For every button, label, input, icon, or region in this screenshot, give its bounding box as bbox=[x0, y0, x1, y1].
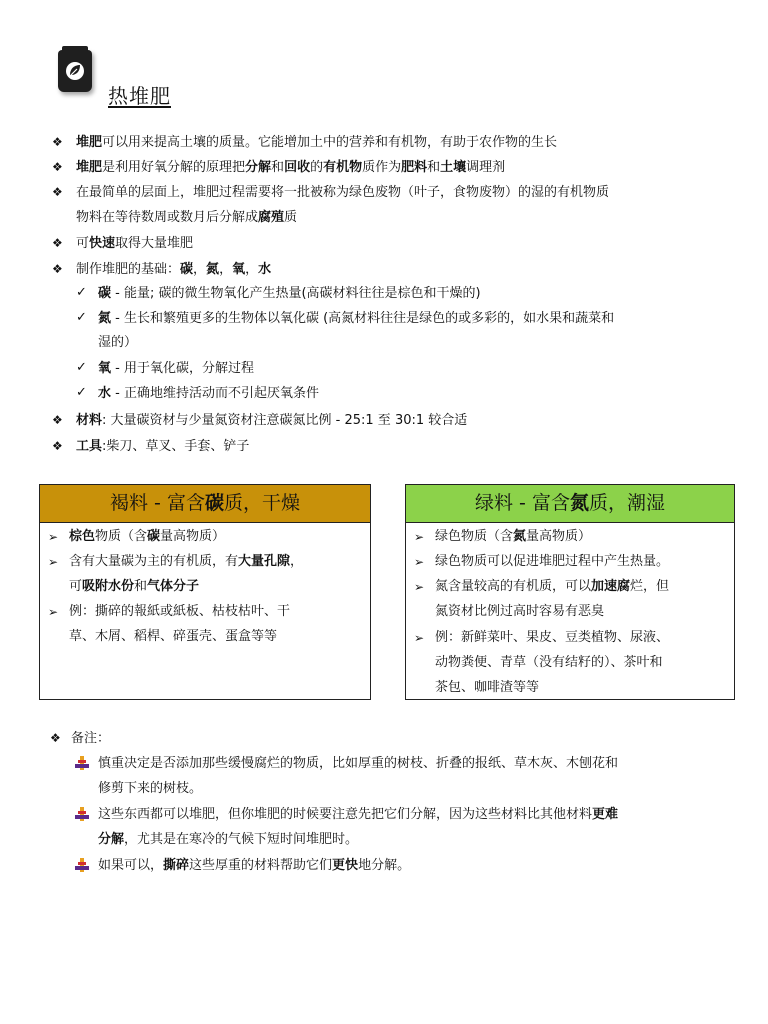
note-2: 这些东西都可以堆肥，但你堆肥的时候要注意先把它们分解，因为这些材料比其他材料更难 bbox=[98, 807, 619, 822]
green-item-3-line-2: 氮资材比例过高时容易有恶臭 bbox=[435, 604, 605, 619]
green-item-4-line-2: 动物粪便、青草（没有结籽的）、茶叶和 bbox=[435, 655, 663, 670]
arrow-bullet-icon: ➢ bbox=[48, 530, 59, 544]
note-bullet-icon bbox=[75, 756, 89, 770]
notes-label: 备注： bbox=[71, 731, 111, 746]
arrow-bullet-icon: ➢ bbox=[414, 555, 425, 569]
green-item-1: 绿色物质（含氮量高物质） bbox=[435, 529, 592, 544]
bullet-materials: 材料: 大量碳资材与少量氮资材注意碳氮比例 - 25:1 至 30:1 较合适 bbox=[76, 413, 468, 428]
brown-item-3-line-2: 草、木屑、稻桿、碎蛋壳、蛋盒等等 bbox=[69, 629, 278, 644]
green-item-3: 氮含量较高的有机质，可以加速腐烂，但 bbox=[435, 579, 670, 594]
sub-bullet-water: 水 - 正确地维持活动而不引起厌氧条件 bbox=[98, 386, 319, 401]
sub-bullet-carbon: 碳 - 能量; 碳的微生物氧化产生热量(高碳材料往往是棕色和干燥的) bbox=[98, 286, 481, 301]
note-bullet-icon bbox=[75, 858, 89, 872]
bullet-1: 堆肥可以用来提高土壤的质量。它能增加土中的营养和有机物，有助于农作物的生长 bbox=[76, 135, 558, 150]
bullet-4: 可快速取得大量堆肥 bbox=[76, 236, 194, 251]
diamond-bullet-icon: ❖ bbox=[52, 262, 63, 276]
green-box-header: 绿料 - 富含氮质，潮湿 bbox=[406, 485, 734, 523]
brown-item-2-line-2: 可吸附水份和气体分子 bbox=[69, 579, 200, 594]
check-icon: ✓ bbox=[76, 360, 87, 375]
arrow-bullet-icon: ➢ bbox=[414, 631, 425, 645]
diamond-bullet-icon: ❖ bbox=[52, 135, 63, 149]
note-1-line-2: 修剪下来的树枝。 bbox=[98, 781, 203, 796]
diamond-bullet-icon: ❖ bbox=[52, 439, 63, 453]
note-1: 慎重决定是否添加那些缓慢腐烂的物质，比如厚重的树枝、折叠的报纸、草木灰、木刨花和 bbox=[98, 756, 619, 771]
green-materials-box bbox=[405, 484, 735, 700]
bullet-3-line-1: 在最简单的层面上，堆肥过程需要将一批被称为绿色废物（叶子，食物废物）的湿的有机物质 bbox=[76, 185, 610, 200]
check-icon: ✓ bbox=[76, 310, 87, 325]
diamond-bullet-icon: ❖ bbox=[52, 185, 63, 199]
brown-item-1: 棕色物质（含碳量高物质） bbox=[69, 529, 226, 544]
sub-bullet-nitrogen-line-2: 湿的） bbox=[98, 335, 138, 350]
sub-bullet-oxygen: 氧 - 用于氧化碳，分解过程 bbox=[98, 361, 254, 376]
arrow-bullet-icon: ➢ bbox=[48, 555, 59, 569]
green-item-4-line-3: 茶包、咖啡渣等等 bbox=[435, 680, 540, 695]
check-icon: ✓ bbox=[76, 285, 87, 300]
diamond-bullet-icon: ❖ bbox=[52, 236, 63, 250]
brown-materials-box bbox=[39, 484, 371, 700]
brown-item-2: 含有大量碳为主的有机质，有大量孔隙， bbox=[69, 554, 304, 569]
brown-box-header: 褐料 - 富含碳质，干燥 bbox=[40, 485, 370, 523]
sub-bullet-nitrogen: 氮 - 生长和繁殖更多的生物体以氧化碳 (高氮材料往往是绿色的或多彩的，如水果和蔬菜和 bbox=[98, 311, 615, 326]
arrow-bullet-icon: ➢ bbox=[48, 605, 59, 619]
note-2-line-2: 分解，尤其是在寒冷的气候下短时间堆肥时。 bbox=[98, 832, 359, 847]
check-icon: ✓ bbox=[76, 385, 87, 400]
bullet-2: 堆肥是利用好氧分解的原理把分解和回收的有机物质作为肥料和土壤调理剂 bbox=[76, 160, 506, 175]
arrow-bullet-icon: ➢ bbox=[414, 530, 425, 544]
diamond-bullet-icon: ❖ bbox=[50, 731, 61, 745]
note-bullet-icon bbox=[75, 807, 89, 821]
diamond-bullet-icon: ❖ bbox=[52, 413, 63, 427]
bullet-5: 制作堆肥的基础：碳，氮，氧，水 bbox=[76, 262, 272, 277]
bullet-3-line-2: 物料在等待数周或数月后分解成腐殖质 bbox=[76, 210, 298, 225]
green-item-4: 例：新鲜菜叶、果皮、豆类植物、尿液、 bbox=[435, 630, 670, 645]
brown-item-3: 例：撕碎的報紙或紙板、枯枝枯叶、干 bbox=[69, 604, 291, 619]
note-3: 如果可以，撕碎这些厚重的材料帮助它们更快地分解。 bbox=[98, 858, 411, 873]
page-title: 热堆肥 bbox=[108, 84, 171, 108]
green-item-2: 绿色物质可以促进堆肥过程中产生热量。 bbox=[435, 554, 670, 569]
compost-bag-icon bbox=[58, 50, 92, 92]
arrow-bullet-icon: ➢ bbox=[414, 580, 425, 594]
diamond-bullet-icon: ❖ bbox=[52, 160, 63, 174]
bullet-tools: 工具:柴刀、草叉、手套、铲子 bbox=[76, 439, 250, 454]
